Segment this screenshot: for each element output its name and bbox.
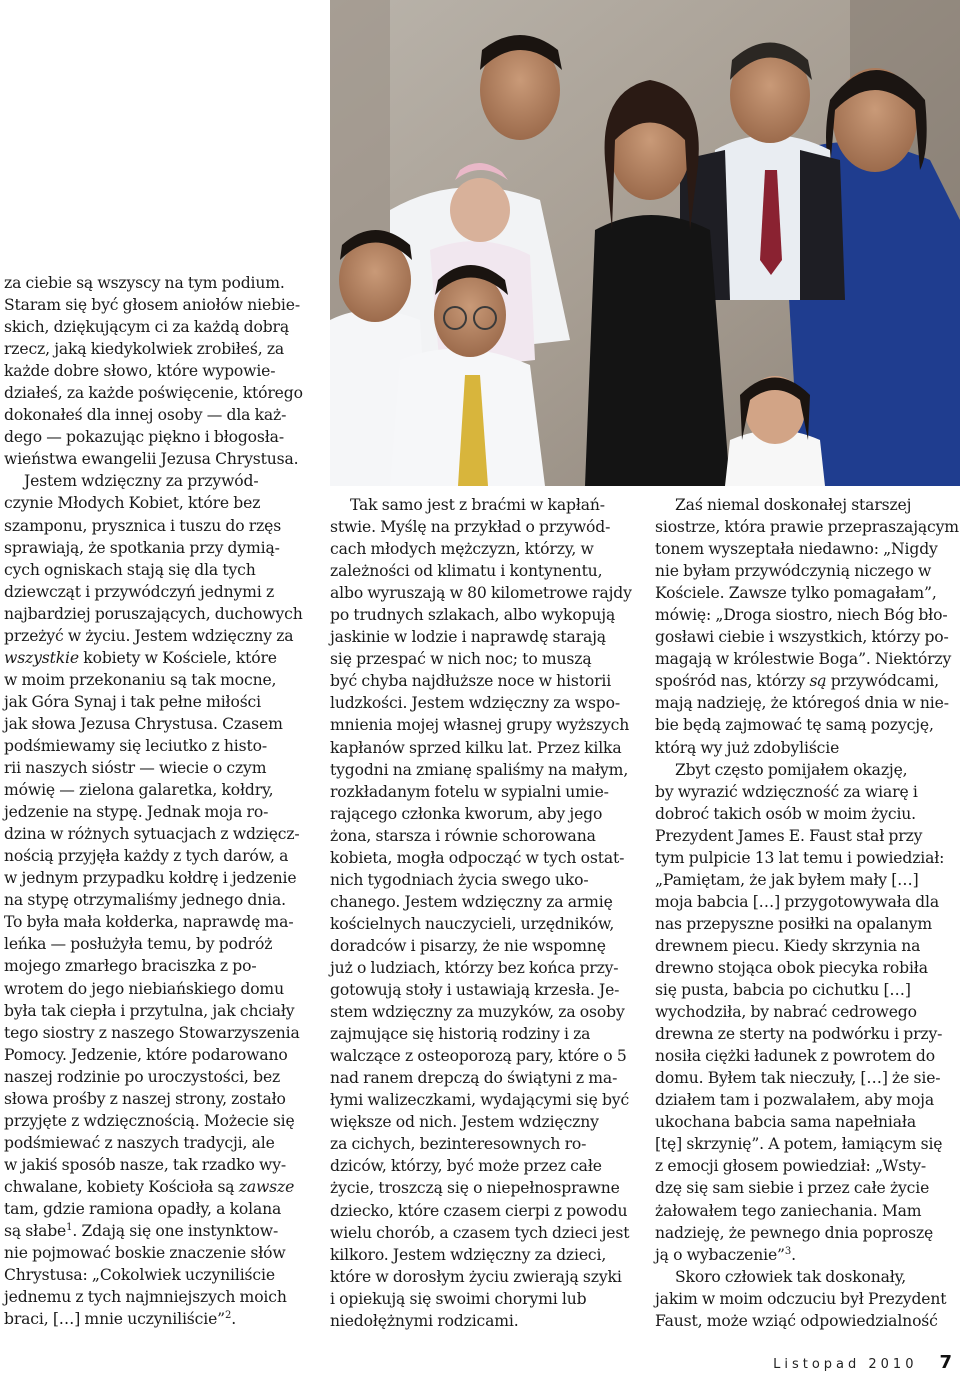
paragraph: Jestem wdzięczny za przywód- czynie Młodych Kobiet, które bez szamponu, prysznica i tuszu do rzęs sprawiają, że spotkania przy dymią- cych ogniskach stają się dla tych dziewcząt i przywódczyń jednymi z najbardziej poruszających, duchowych przeżyć w życiu. Jestem wdzięczny za wszystkie kobiety w Kościele, które w moim przekonaniu są tak mocne, jak Góra Synaj i tak pełne miłości jak słowa Jezusa Chrystusa. Czasem podśmiewamy się leciutko z histo- rii naszych sióstr — wiecie o czym mówię — zielona galaretka, kołdry, jedzenie na stypę. Jednak moja ro- dzina w różnych sytuacjach z wdzięcz- nością przyjęła każdy z tych darów, a w jednym przypadku kołdrę i jedzenie na stypę otrzymaliśmy jednego dnia. To była mała kołderka, naprawdę ma- leńka — posłużyła temu, by podróż mojego zmarłego braciszka z po- wrotem do jego niebiańskiego domu była tak ciepła i przytulna, jak chciały tego siostry z naszego Stowarzyszenia Pomocy. Jedzenie, które podarowano naszej rodzinie po uroczystości, bez słowa prośby z naszej strony, zostało przyjęte z wdzięcznością. Możecie się podśmiewać z naszych tradycji, ale w jakiś sposób nasze, tak rzadko wy- chwalane, kobiety Kościoła są zawsze tam, gdzie ramiona opadły, a kolana są słabe$^1$. Zdają się one instynktow- nie pojmować boskie znaczenie słów Chrystusa: „Cokolwiek uczyniliście jednemu z tych najmniejszych moich braci, […] mnie uczyniliście”$^2$. [4, 472, 303, 1329]
family-photo [330, 0, 960, 486]
issue-date: Listopad 2010 [773, 1357, 918, 1372]
page-number: 7 [939, 1352, 952, 1373]
paragraph: za ciebie są wszyscy na tym podium. Staram się być głosem aniołów niebie- skich, dziękującym ci za każdą dobrą rzecz, jaką kiedykolwiek zrobiłeś, za każde dobre słowo, które wypowie- działeś, za każde poświęcenie, którego dokonałeś dla innej osoby — dla każ- dego — pokazując piękno i błogosła- wieństwa ewangelii Jezusa Chrystusa. [4, 274, 303, 469]
page-footer [773, 1352, 952, 1374]
footnote-ref: 3 [784, 1245, 792, 1257]
paragraph: Skoro człowiek tak doskonały, jakim w moim odczuciu był Prezydent Faust, może wziąć odpowiedzialność [655, 1267, 947, 1330]
paragraph: Tak samo jest z braćmi w kapłań- stwie. Myślę na przykład o przywód- cach młodych mężczyzn, którzy, w zależności od klimatu i kontynentu, albo wyruszają w 80 kilometrowe rajdy po trudnych szlakach, albo wykopują jaskinie w lodzie i naprawdę starają się przespać w nich noc; to muszą być chyba najdłuższe noce w historii ludzkości. Jestem wdzięczny za wspo- mnienia mojej własnej grupy wyższych kapłanów sprzed kilku lat. Przez kilka tygodni na zmianę spaliśmy na małym, rozkładanym fotelu w sypialni umie- rającego członka kworum, aby jego żona, starsza i równie schorowana kobieta, mogła odpocząć w tych ostat- nich tygodniach życia swego uko- chanego. Jestem wdzięczny za armię kościelnych nauczycieli, urzędników, doradców i pisarzy, że nie wspomnę już o ludziach, którzy bez końca przy- gotowują stoły i ustawiają krzesła. Je- stem wdzięczny za muzyków, za osoby zajmujące się historią rodziny i za walczące z osteoporozą pary, które o 5 nad ranem drepczą do świątyni z ma- łymi walizeczkami, wydającymi się być większe od nich. Jestem wdzięczny za cichych, bezinteresownych ro- dziców, którzy, być może przez całe życie, troszczą się o niepełnosprawne dziecko, które czasem cierpi z powodu wielu chorób, a czasem tych dzieci jest kilkoro. Jestem wdzięczny za dzieci, które w dorosłym życiu zwierają szyki i opiekują się swoimi chorymi lub niedołężnymi rodzicami. [330, 496, 632, 1330]
text-column-1 [4, 272, 316, 1330]
text-column-2 [330, 494, 632, 1332]
footnote-ref: 2 [224, 1310, 232, 1322]
family-photo-illustration [330, 0, 960, 486]
text-column-3 [655, 494, 959, 1332]
footnote-ref: 1 [66, 1221, 73, 1233]
paragraph: Zbyt często pomijałem okazję, by wyrazić wdzięczność za wiarę i dobroć takich osób w moim życiu. Prezydent James E. Faust stał przy tym pulpicie 13 lat temu i powiedział: „Pamiętam, że jak byłem mały […] moja babcia […] przygotowywała dla nas przepyszne posiłki na opalanym drewnem piecu. Kiedy skrzynia na drewno stojąca obok piecyka robiła się pusta, babcia po cichutku […] wychodziła, by nabrać cedrowego drewna ze sterty na podwórku i przy- nosiła ciężki ładunek z powrotem do domu. Byłem tak nieczuły, […] że sie- działem tam i pozwalałem, aby moja ukochana babcia sama napełniała [tę] skrzynię”. A potem, łamiącym się z emocji głosem powiedział: „Wsty- dzę się sam siebie i przez całe życie żałowałem tego zaniechania. Mam nadzieję, że pewnego dnia poproszę ją o wybaczenie”$^3$. [655, 760, 945, 1264]
paragraph: Zaś niemal doskonałej starszej siostrze, która prawie przepraszającym tonem wyszeptała niedawno: „Nigdy nie byłam przywódczynią niczego w Kościele. Zawsze tylko pomagałam”, mówię: „Droga siostro, niech Bóg bło- gosławi ciebie i wszystkich, którzy po- magają w królestwie Boga”. Niektórzy spośród nas, którzy są przywódcami, mają nadzieję, że któregoś dnia w nie- bie będą zajmować tę samą pozycję, którą wy już zdobyliście [655, 496, 959, 757]
